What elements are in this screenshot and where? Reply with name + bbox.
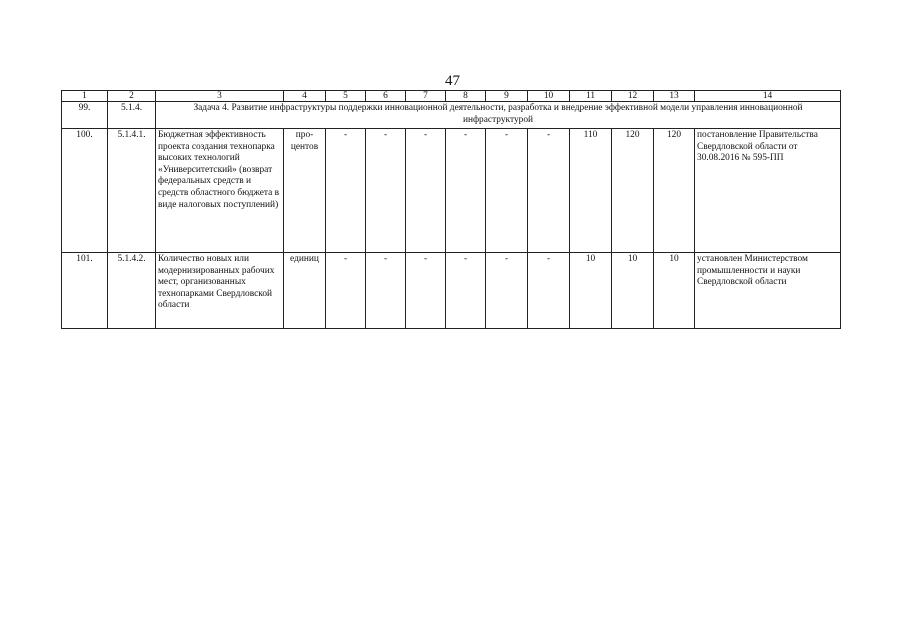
value-cell: -	[406, 253, 446, 329]
column-header: 13	[654, 91, 695, 102]
row-number: 99.	[62, 102, 108, 129]
value-cell: -	[528, 253, 570, 329]
column-header: 11	[570, 91, 612, 102]
column-header: 2	[108, 91, 156, 102]
column-header: 1	[62, 91, 108, 102]
value-cell: -	[528, 129, 570, 253]
value-cell: -	[326, 129, 366, 253]
value-cell: -	[366, 129, 406, 253]
value-cell: 10	[654, 253, 695, 329]
unit: единиц	[284, 253, 326, 329]
value-cell: 120	[612, 129, 654, 253]
column-header: 9	[486, 91, 528, 102]
task-row	[62, 102, 841, 129]
row-code: 5.1.4.2.	[108, 253, 156, 329]
value-cell: -	[406, 129, 446, 253]
value-cell: -	[486, 253, 528, 329]
page-number: 47	[445, 73, 460, 89]
column-header: 5	[326, 91, 366, 102]
task-title: Задача 4. Развитие инфраструктуры поддержки инновационной деятельности, разработка и внедрение эффективной модели управления инновационной инфраструктурой	[156, 102, 841, 129]
column-header: 10	[528, 91, 570, 102]
indicators-table	[61, 90, 841, 329]
row-number: 100.	[62, 129, 108, 253]
column-number-row	[62, 91, 841, 102]
indicator-name: Бюджетная эффективность проекта создания технопарка высоких технологий «Университетский» (возврат федеральных средств и средств областного бюджета в виде налоговых поступлений)	[156, 129, 284, 253]
column-header: 8	[446, 91, 486, 102]
column-header: 14	[695, 91, 841, 102]
column-header: 6	[366, 91, 406, 102]
value-cell: 110	[570, 129, 612, 253]
value-cell: -	[446, 253, 486, 329]
row-code: 5.1.4.1.	[108, 129, 156, 253]
value-cell: -	[446, 129, 486, 253]
value-cell: -	[366, 253, 406, 329]
value-cell: 10	[570, 253, 612, 329]
source-document: установлен Министерством промышленности и науки Свердловской области	[695, 253, 841, 329]
value-cell: 120	[654, 129, 695, 253]
indicator-name: Количество новых или модернизированных рабочих мест, организованных технопарками Свердловской области	[156, 253, 284, 329]
column-header: 7	[406, 91, 446, 102]
row-number: 101.	[62, 253, 108, 329]
row-code: 5.1.4.	[108, 102, 156, 129]
source-document: постановление Правительства Свердловской области от 30.08.2016 № 595-ПП	[695, 129, 841, 253]
value-cell: -	[486, 129, 528, 253]
column-header: 4	[284, 91, 326, 102]
value-cell: -	[326, 253, 366, 329]
column-header: 3	[156, 91, 284, 102]
table-row	[62, 129, 841, 253]
value-cell: 10	[612, 253, 654, 329]
column-header: 12	[612, 91, 654, 102]
table-row	[62, 253, 841, 329]
unit: про-центов	[284, 129, 326, 253]
